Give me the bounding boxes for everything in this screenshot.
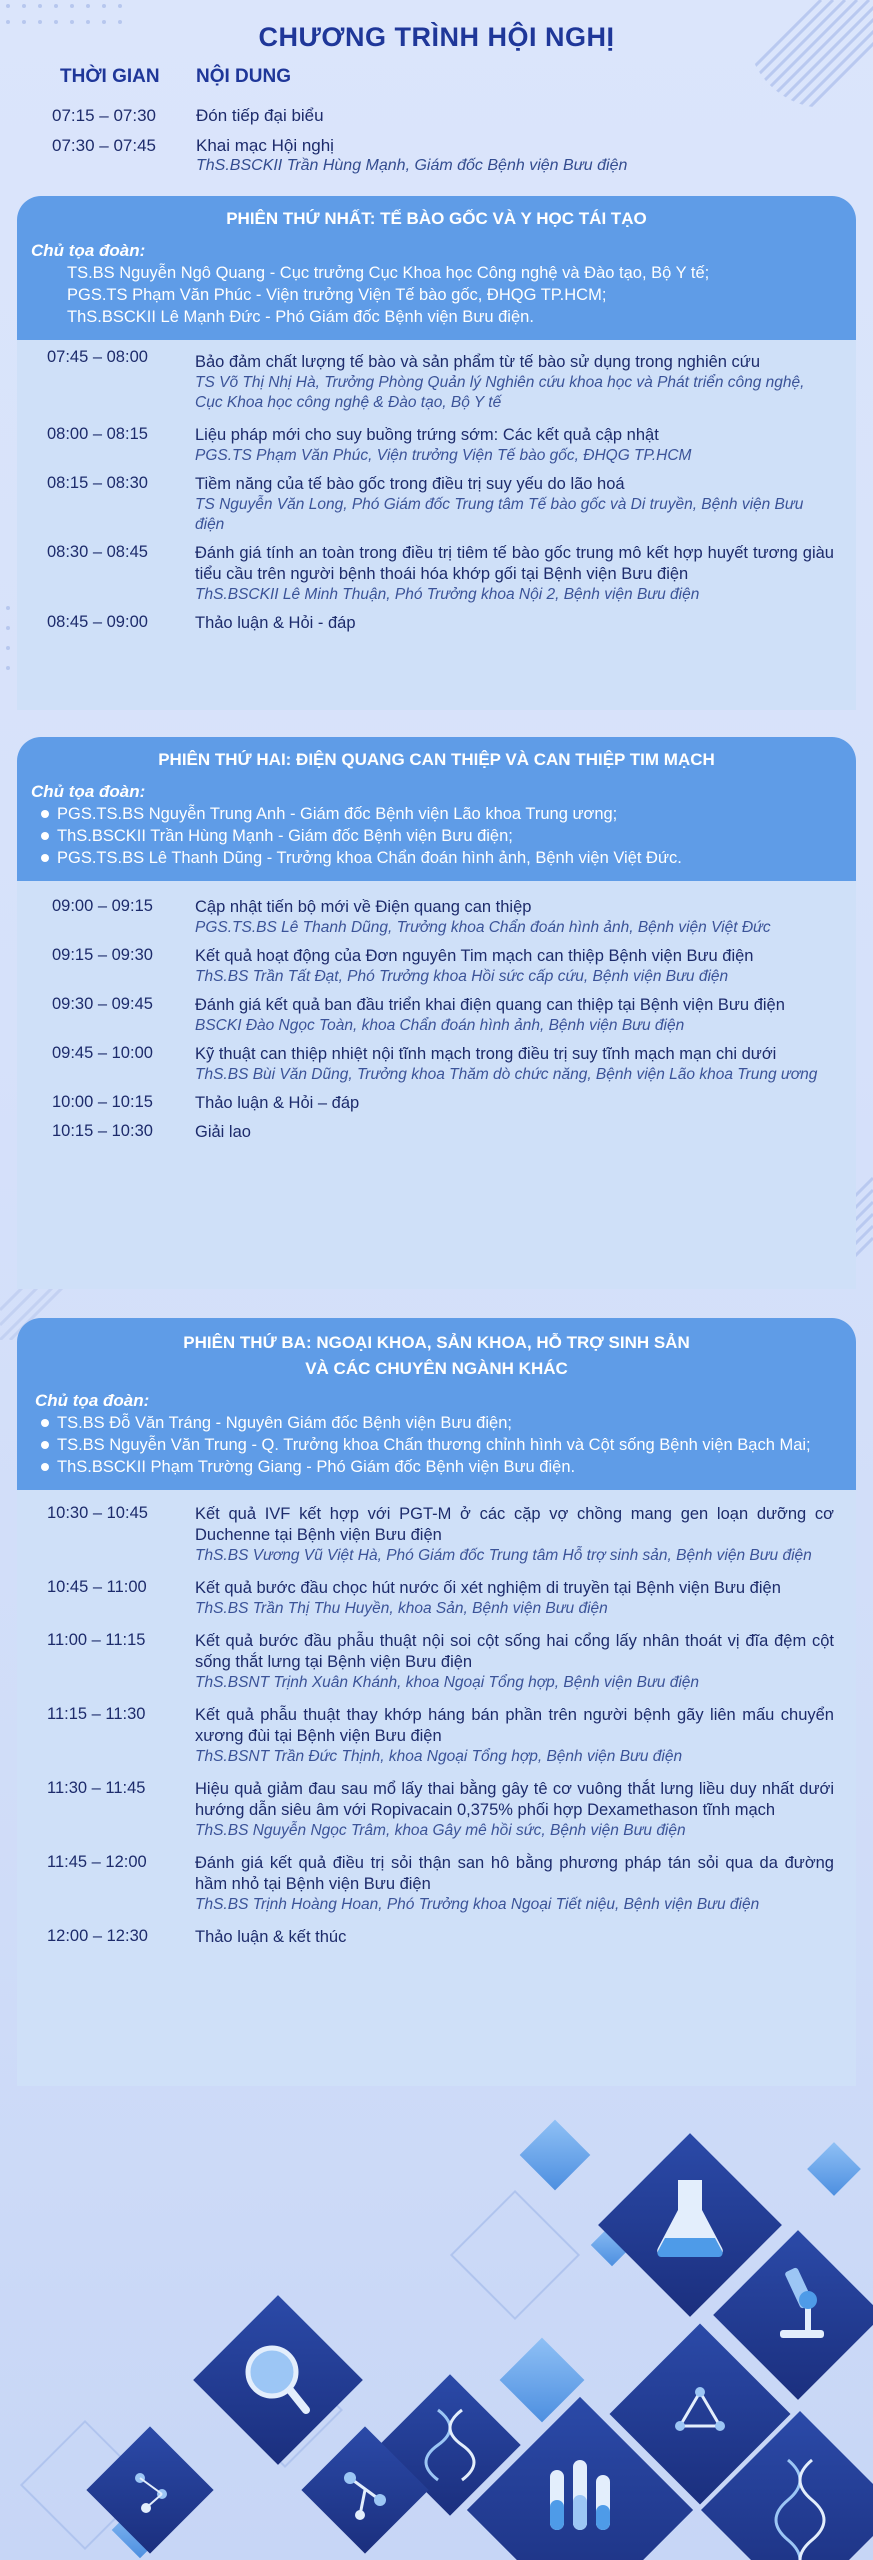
chair-item: ThS.BSCKII Lê Mạnh Đức - Phó Giám đốc Bệnh viện Bưu điện. xyxy=(67,308,534,326)
row-time: 09:45 – 10:00 xyxy=(52,1044,153,1062)
row-time: 11:00 – 11:15 xyxy=(47,1631,146,1649)
session-title xyxy=(17,1318,856,1382)
row-content: Kết quả phẫu thuật thay khớp háng bán phần trên người bệnh gãy liên mấu chuyển xương đùi tại Bệnh viện Bưu điện xyxy=(195,1706,834,1745)
row-content: Liệu pháp mới cho suy buồng trứng sớm: Các kết quả cập nhật xyxy=(195,426,659,444)
row-content: Khai mạc Hội nghị xyxy=(196,136,334,155)
chair-item: PGS.TS.BS Lê Thanh Dũng - Trưởng khoa Chẩn đoán hình ảnh, Bệnh viện Việt Đức. xyxy=(57,849,682,867)
row-time: 08:15 – 08:30 xyxy=(47,474,148,492)
session-title-line-2: VÀ CÁC CHUYÊN NGÀNH KHÁC xyxy=(305,1359,568,1378)
schedule-row xyxy=(17,1498,856,1566)
schedule-row xyxy=(17,938,856,987)
session-title-line-1: PHIÊN THỨ BA: NGOẠI KHOA, SẢN KHOA, HỖ TRỢ SINH SẢN xyxy=(183,1333,690,1352)
row-time: 10:30 – 10:45 xyxy=(47,1504,148,1522)
schedule-row xyxy=(17,348,856,413)
schedule-row xyxy=(17,987,856,1036)
row-time: 07:30 – 07:45 xyxy=(52,136,156,155)
row-time: 07:15 – 07:30 xyxy=(52,106,156,125)
row-content: Thảo luận & Hỏi - đáp xyxy=(195,614,356,632)
schedule-row xyxy=(17,1915,856,1948)
row-speaker: TS Võ Thị Nhị Hà, Trưởng Phòng Quản lý Nghiên cứu khoa học và Phát triển công nghệ, Cục Khoa học công nghệ & Đào tạo, Bộ Y tế xyxy=(195,374,805,411)
schedule-row xyxy=(17,1085,856,1114)
row-speaker: ThS.BSNT Trịnh Xuân Khánh, khoa Ngoại Tổng hợp, Bệnh viện Bưu điện xyxy=(195,1674,700,1691)
session-schedule xyxy=(17,881,856,1289)
row-speaker: ThS.BS Trần Thị Thu Huyền, khoa Sản, Bệnh viện Bưu điện xyxy=(195,1600,608,1617)
row-speaker: ThS.BS Nguyễn Ngọc Trâm, khoa Gây mê hồi sức, Bệnh viện Bưu điện xyxy=(195,1822,686,1839)
schedule-row xyxy=(17,1693,856,1767)
chair-panel xyxy=(17,232,856,340)
row-speaker: TS Nguyễn Văn Long, Phó Giám đốc Trung tâm Tế bào gốc và Di truyền, Bệnh viện Bưu điện xyxy=(195,496,804,533)
molecule-icon xyxy=(86,2426,213,2553)
session-schedule xyxy=(17,340,856,710)
chair-item: TS.BS Nguyễn Văn Trung - Q. Trưởng khoa Chấn thương chỉnh hình và Cột sống Bệnh viện Bạch Mai; xyxy=(57,1436,811,1454)
row-content: Đón tiếp đại biểu xyxy=(196,106,324,125)
row-content: Đánh giá kết quả ban đầu triển khai điện quang can thiệp tại Bệnh viện Bưu điện xyxy=(195,996,785,1014)
chair-item: PGS.TS Phạm Văn Phúc - Viện trưởng Viện Tế bào gốc, ĐHQG TP.HCM; xyxy=(67,286,607,304)
session-title: PHIÊN THỨ HAI: ĐIỆN QUANG CAN THIỆP VÀ CAN THIỆP TIM MẠCH xyxy=(17,737,856,773)
row-content: Kỹ thuật can thiệp nhiệt nội tĩnh mạch trong điều trị suy tĩnh mạch mạn chi dưới xyxy=(195,1045,777,1063)
row-content: Thảo luận & Hỏi – đáp xyxy=(195,1094,360,1112)
chair-label: Chủ tọa đoàn: xyxy=(35,1391,150,1410)
magnifier-icon xyxy=(193,2295,363,2465)
row-speaker: BSCKI Đào Ngọc Toàn, khoa Chẩn đoán hình ảnh, Bệnh viện Bưu điện xyxy=(195,1017,685,1034)
row-content: Kết quả bước đầu phẫu thuật nội soi cột sống hai cổng lấy nhân thoát vị đĩa đệm cột sống thắt lưng tại Bệnh viện Bưu điện xyxy=(195,1632,834,1671)
bullet-icon xyxy=(41,832,49,840)
row-time: 11:30 – 11:45 xyxy=(47,1779,146,1797)
row-time: 10:15 – 10:30 xyxy=(52,1122,153,1140)
schedule-row xyxy=(17,1036,856,1085)
chair-item: TS.BS Đỗ Văn Tráng - Nguyên Giám đốc Bệnh viện Bưu điện; xyxy=(57,1414,512,1432)
row-content: Đánh giá tính an toàn trong điều trị tiêm tế bào gốc trung mô kết hợp huyết tương giàu tiểu cầu trên người bệnh thoái hóa khớp gối tại Bệnh viện Bưu điện xyxy=(195,544,834,583)
schedule-row xyxy=(17,1114,856,1143)
column-header-content: NỘI DUNG xyxy=(196,66,291,87)
schedule-row xyxy=(17,466,856,535)
schedule-row xyxy=(17,1841,856,1915)
chair-item: ThS.BSCKII Trần Hùng Mạnh - Giám đốc Bệnh viện Bưu điện; xyxy=(57,827,513,845)
row-content: Đánh giá kết quả điều trị sỏi thận san hô bằng phương pháp tán sỏi qua da đường hầm nhỏ tại Bệnh viện Bưu điện xyxy=(195,1854,834,1893)
session-3 xyxy=(17,1318,856,2086)
row-content: Kết quả bước đầu chọc hút nước ối xét nghiệm di truyền tại Bệnh viện Bưu điện xyxy=(195,1579,781,1597)
row-time: 08:30 – 08:45 xyxy=(47,543,148,561)
session-schedule xyxy=(17,1490,856,2086)
opening-row xyxy=(52,106,324,126)
row-speaker: ThS.BSNT Trần Đức Thịnh, khoa Ngoại Tổng hợp, Bệnh viện Bưu điện xyxy=(195,1748,683,1765)
chair-label: Chủ tọa đoàn: xyxy=(31,782,146,801)
chair-label: Chủ tọa đoàn: xyxy=(31,241,146,260)
bullet-icon xyxy=(41,1419,49,1427)
row-content: Kết quả hoạt động của Đơn nguyên Tim mạch can thiệp Bệnh viện Bưu điện xyxy=(195,947,754,965)
row-speaker: ThS.BS Bùi Văn Dũng, Trưởng khoa Thăm dò chức năng, Bệnh viện Lão khoa Trung ương xyxy=(195,1066,818,1083)
chair-item: ThS.BSCKII Phạm Trường Giang - Phó Giám đốc Bệnh viện Bưu điện. xyxy=(57,1458,576,1476)
schedule-row xyxy=(17,1767,856,1841)
bullet-icon xyxy=(41,1463,49,1471)
column-header-time: THỜI GIAN xyxy=(60,66,160,87)
row-content: Kết quả IVF kết hợp với PGT-M ở các cặp vợ chồng mang gen loạn dưỡng cơ Duchenne tại Bệnh viện Bưu điện xyxy=(195,1505,834,1544)
opening-row xyxy=(52,136,334,156)
chair-item: TS.BS Nguyễn Ngô Quang - Cục trưởng Cục Khoa học Công nghệ và Đào tạo, Bộ Y tế; xyxy=(67,264,710,282)
row-speaker: ThS.BSCKII Trần Hùng Mạnh, Giám đốc Bệnh viện Bưu điện xyxy=(196,157,628,174)
page-title: CHƯƠNG TRÌNH HỘI NGHỊ xyxy=(258,22,615,52)
row-time: 12:00 – 12:30 xyxy=(47,1927,148,1945)
row-time: 09:15 – 09:30 xyxy=(52,946,153,964)
row-speaker: ThS.BS Trịnh Hoàng Hoan, Phó Trưởng khoa Ngoại Tiết niệu, Bệnh viện Bưu điện xyxy=(195,1896,760,1913)
chair-panel xyxy=(17,773,856,881)
chair-panel xyxy=(17,1382,856,1490)
chair-item: PGS.TS.BS Nguyễn Trung Anh - Giám đốc Bệnh viện Lão khoa Trung ương; xyxy=(57,805,618,823)
schedule-row xyxy=(17,889,856,938)
row-time: 10:00 – 10:15 xyxy=(52,1093,153,1111)
row-time: 11:45 – 12:00 xyxy=(47,1853,147,1871)
row-content: Cập nhật tiến bộ mới về Điện quang can thiệp xyxy=(195,898,532,916)
bullet-icon xyxy=(41,854,49,862)
row-content: Thảo luận & kết thúc xyxy=(195,1928,347,1946)
bullet-icon xyxy=(41,1441,49,1449)
row-speaker: PGS.TS.BS Lê Thanh Dũng, Trưởng khoa Chẩn đoán hình ảnh, Bệnh viện Việt Đức xyxy=(195,919,771,936)
stripe-pattern-top-right xyxy=(735,0,873,110)
row-speaker: ThS.BS Trần Tất Đạt, Phó Trưởng khoa Hồi sức cấp cứu, Bệnh viện Bưu điện xyxy=(195,968,729,985)
row-time: 11:15 – 11:30 xyxy=(47,1705,146,1723)
row-time: 07:45 – 08:00 xyxy=(47,348,148,366)
row-content: Giải lao xyxy=(195,1123,251,1141)
row-time: 08:00 – 08:15 xyxy=(47,425,148,443)
row-speaker: PGS.TS Phạm Văn Phúc, Viện trưởng Viện Tế bào gốc, ĐHQG TP.HCM xyxy=(195,447,692,464)
row-time: 09:30 – 09:45 xyxy=(52,995,153,1013)
row-time: 09:00 – 09:15 xyxy=(52,897,153,915)
bullet-icon xyxy=(41,810,49,818)
row-time: 10:45 – 11:00 xyxy=(47,1578,147,1596)
session-title: PHIÊN THỨ NHẤT: TẾ BÀO GỐC VÀ Y HỌC TÁI TẠO xyxy=(17,196,856,232)
schedule-row xyxy=(17,1619,856,1693)
schedule-row xyxy=(17,413,856,466)
session-1 xyxy=(17,196,856,710)
schedule-row xyxy=(17,1566,856,1619)
row-speaker: ThS.BS Vương Vũ Việt Hà, Phó Giám đốc Trung tâm Hỗ trợ sinh sản, Bệnh viện Bưu điện xyxy=(195,1547,812,1564)
row-content: Bảo đảm chất lượng tế bào và sản phẩm từ tế bào sử dụng trong nghiên cứu xyxy=(195,353,761,371)
row-time: 08:45 – 09:00 xyxy=(47,613,148,631)
schedule-row xyxy=(17,605,856,634)
row-content: Hiệu quả giảm đau sau mổ lấy thai bằng gây tê cơ vuông thắt lưng liều duy nhất dưới hướng dẫn siêu âm với Ropivacain 0,375% phối hợp Dexamethason tĩnh mạch xyxy=(195,1780,834,1819)
session-2 xyxy=(17,737,856,1289)
row-content: Tiềm năng của tế bào gốc trong điều trị suy yếu do lão hoá xyxy=(195,475,625,493)
row-speaker: ThS.BSCKII Lê Minh Thuận, Phó Trưởng khoa Nội 2, Bệnh viện Bưu điện xyxy=(195,586,700,603)
science-illustration xyxy=(0,2100,873,2560)
schedule-row xyxy=(17,535,856,605)
